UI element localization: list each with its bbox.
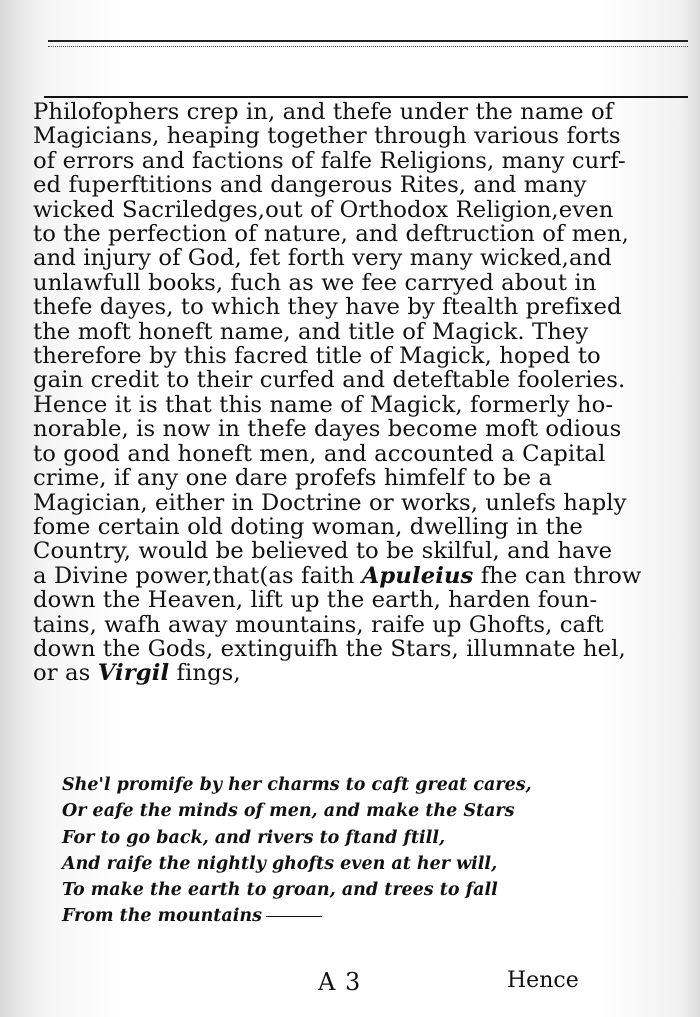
- text-line: of errors and factions of falfe Religions, many curf-: [33, 147, 626, 174]
- author-name-apuleius: Apuleius: [361, 562, 474, 589]
- text-line: and injury of God, fet forth very many wicked,and: [33, 245, 612, 272]
- text-line: the moft honeft name, and title of Magick. They: [33, 318, 589, 345]
- text-line: Hence it is that this name of Magick, formerly ho-: [33, 391, 614, 418]
- catchword: Hence: [507, 968, 579, 993]
- text-segment: a Divine power,that(as faith: [33, 562, 362, 589]
- text-line: down the Heaven, lift up the earth, harden foun-: [33, 587, 598, 614]
- text-line: therefore by this facred title of Magick, hoped to: [33, 343, 601, 370]
- text-segment: fhe can throw: [473, 562, 642, 589]
- text-line: [33, 661, 593, 685]
- text-line: gain credit to their curfed and deteftable fooleries.: [33, 367, 626, 394]
- text-segment: fings,: [169, 660, 241, 687]
- top-ornamental-rule: [48, 40, 688, 47]
- text-segment: or as: [33, 660, 98, 687]
- text-line: unlawfull books, fuch as we fee carryed about in: [33, 269, 597, 296]
- text-line: norable, is now in thefe dayes become moft odious: [33, 416, 622, 443]
- text-line: Country, would be believed to be skilful, and have: [33, 538, 613, 565]
- header-rule: [44, 96, 688, 98]
- text-line: thefe dayes, to which they have by ftealth prefixed: [33, 294, 622, 321]
- text-line: to the perfection of nature, and deftruction of men,: [33, 221, 629, 248]
- text-line: tains, wafh away mountains, raife up Ghofts, caft: [33, 611, 604, 638]
- verse-line: To make the earth to groan, and trees to fall: [62, 880, 498, 901]
- text-line: down the Gods, extinguifh the Stars, illumnate hel,: [33, 635, 626, 662]
- verse-segment: From the mountains: [62, 906, 262, 927]
- text-line: fome certain old doting woman, dwelling in the: [33, 513, 583, 540]
- body-text: [33, 99, 642, 687]
- text-line: [33, 562, 642, 589]
- verse-line: [62, 903, 522, 929]
- trailing-dash: [266, 916, 322, 917]
- signature-mark: A 3: [318, 968, 362, 996]
- text-line: Magicians, heaping together through various forts: [33, 123, 621, 150]
- verse-quotation: [62, 772, 532, 930]
- text-line: Philofophers crep in, and thefe under the name of: [33, 99, 614, 125]
- verse-line: And raife the nightly ghofts even at her will,: [62, 853, 498, 874]
- verse-line: She'l promife by her charms to caft great cares,: [62, 775, 532, 795]
- text-line: to good and honeft men, and accounted a Capital: [33, 440, 606, 467]
- text-line: Magician, either in Doctrine or works, unlefs haply: [33, 489, 627, 516]
- text-line: ed fuperftitions and dangerous Rites, and many: [33, 172, 587, 199]
- verse-line: For to go back, and rivers to ftand ftill,: [62, 827, 446, 848]
- author-name-virgil: Virgil: [97, 660, 170, 687]
- verse-line: Or eafe the minds of men, and make the Stars: [62, 801, 515, 822]
- text-line: wicked Sacriledges,out of Orthodox Religion,even: [33, 196, 614, 223]
- text-line: crime, if any one dare profefs himfelf to be a: [33, 465, 553, 492]
